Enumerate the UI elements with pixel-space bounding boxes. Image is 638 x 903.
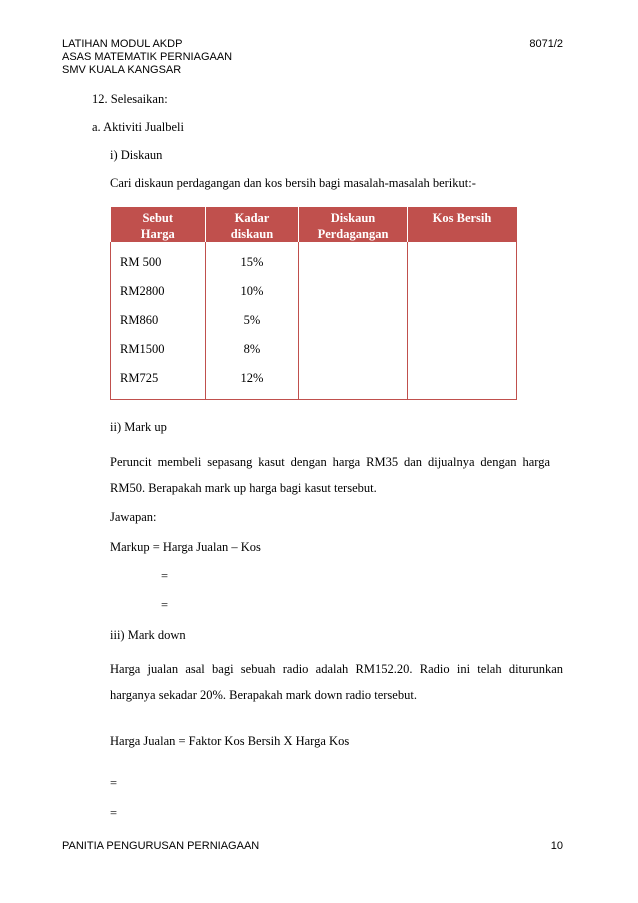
table-cell: 8% — [243, 342, 261, 356]
table-cell: RM2800 — [120, 284, 165, 298]
table-cell: RM1500 — [120, 342, 165, 356]
column-sebut-harga — [111, 242, 206, 400]
markup-formula: Markup = Harga Jualan – Kos — [110, 540, 261, 554]
answer-label: Jawapan: — [110, 510, 157, 524]
table-cell: RM725 — [120, 371, 159, 385]
markup-equals-1: = — [161, 569, 169, 583]
page-header — [62, 38, 232, 77]
markup-equals-2: = — [161, 598, 169, 612]
header-kadar-diskaun: Kadar diskaun — [206, 208, 299, 243]
question-number: 12. Selesaikan: — [92, 92, 168, 106]
part-ii-problem: Peruncit membeli sepasang kasut dengan harga RM35 dan dijualnya dengan harga RM50. Berapakah mark up harga bagi kasut tersebut. — [110, 455, 550, 495]
markdown-equals-1: = — [110, 776, 118, 790]
page-number: 10 — [550, 840, 563, 852]
table-cell: 15% — [240, 255, 264, 269]
table-cell: RM 500 — [120, 255, 162, 269]
column-kos-bersih — [408, 242, 517, 400]
column-diskaun-perdagangan — [299, 242, 408, 400]
table-cell: RM860 — [120, 313, 159, 327]
part-i-title: i) Diskaun — [110, 148, 163, 162]
section-a-title: a. Aktiviti Jualbeli — [92, 120, 185, 134]
column-kadar-diskaun — [206, 242, 299, 400]
table-cell: 5% — [243, 313, 261, 327]
header-code: 8071/2 — [529, 38, 563, 50]
part-i-instruction: Cari diskaun perdagangan dan kos bersih bagi masalah-masalah berikut:- — [110, 176, 476, 190]
header-diskaun-perdagangan: Diskaun Perdagangan — [299, 208, 408, 243]
markdown-formula: Harga Jualan = Faktor Kos Bersih X Harga Kos — [110, 734, 350, 748]
part-iii-problem: Harga jualan asal bagi sebuah radio adalah RM152.20. Radio ini telah diturunkan harganya sekadar 20%. Berapakah mark down radio tersebut. — [110, 662, 563, 702]
table-cell: 10% — [240, 284, 264, 298]
footer-text: PANITIA PENGURUSAN PERNIAGAAN — [62, 840, 260, 852]
table-body — [111, 242, 517, 400]
table-cell: 12% — [240, 371, 264, 385]
discount-table — [110, 207, 517, 400]
part-ii-title: ii) Mark up — [110, 420, 167, 434]
header-kos-bersih: Kos Bersih — [408, 208, 517, 243]
table-header-row — [111, 208, 517, 243]
markdown-equals-2: = — [110, 806, 118, 820]
header-line-2: ASAS MATEMATIK PERNIAGAAN — [62, 51, 233, 63]
header-sebut-harga: Sebut Harga — [111, 208, 206, 243]
part-iii-title: iii) Mark down — [110, 628, 186, 642]
header-line-1: LATIHAN MODUL AKDP — [62, 38, 183, 50]
header-line-3: SMV KUALA KANGSAR — [62, 64, 182, 76]
